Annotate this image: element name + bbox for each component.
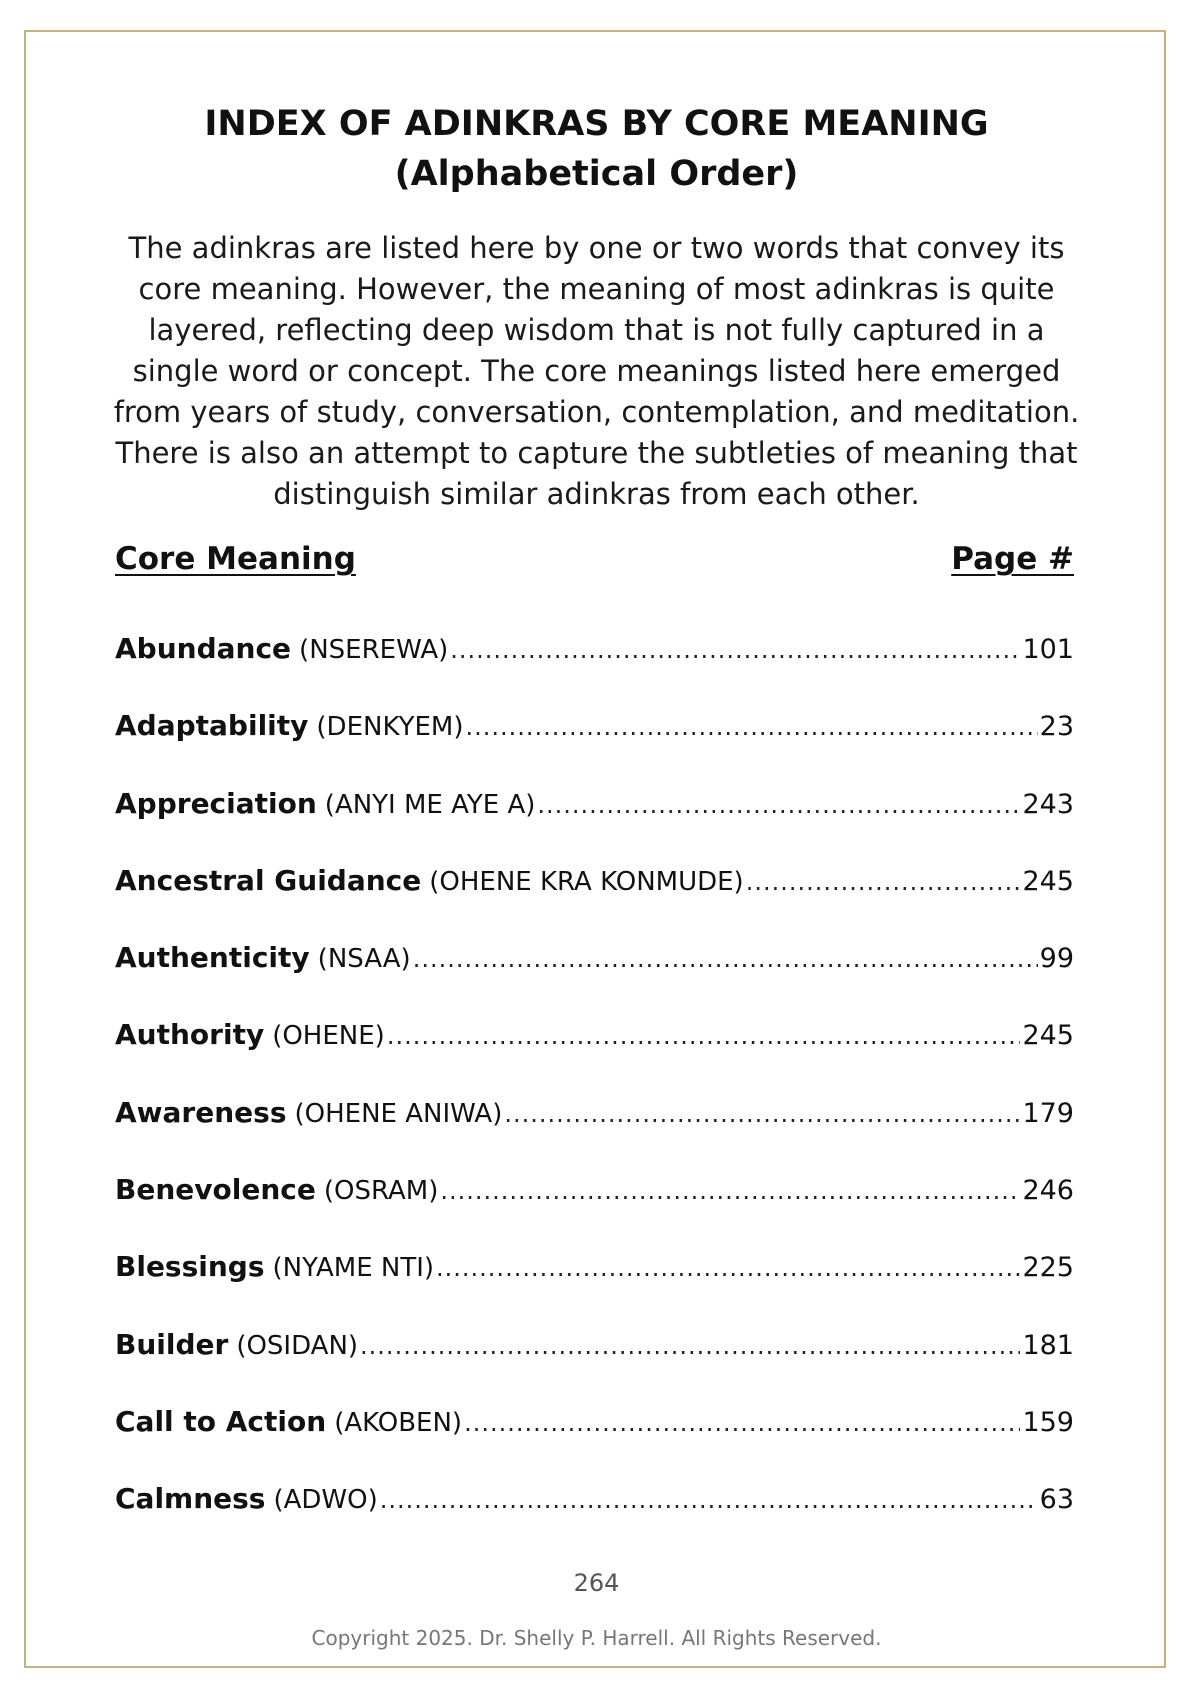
index-entry[interactable] xyxy=(115,941,1074,1018)
dot-leader xyxy=(440,1177,1020,1205)
index-entry[interactable] xyxy=(115,864,1074,941)
dot-leader xyxy=(537,791,1020,819)
entry-adinkra-name: (OHENE ANIWA) xyxy=(294,1098,503,1129)
index-entry[interactable] xyxy=(115,1096,1074,1173)
dot-leader xyxy=(504,1100,1020,1128)
entry-adinkra-name: (NYAME NTI) xyxy=(272,1253,435,1284)
entry-adinkra-name: (OSRAM) xyxy=(323,1176,439,1207)
entry-adinkra-name: (NSEREWA) xyxy=(299,635,449,665)
column-header-core-meaning: Core Meaning xyxy=(115,541,356,577)
entry-page: 99 xyxy=(1039,943,1074,975)
entry-page: 63 xyxy=(1039,1484,1074,1516)
entry-adinkra-name: (OSIDAN) xyxy=(236,1330,359,1361)
dot-leader xyxy=(746,868,1021,896)
index-entry[interactable] xyxy=(115,1328,1074,1405)
entry-term: Adaptability xyxy=(115,709,309,743)
entry-page: 225 xyxy=(1022,1252,1074,1284)
index-entry[interactable] xyxy=(115,1405,1074,1482)
dot-leader xyxy=(380,1486,1038,1514)
entry-term: Blessings xyxy=(115,1250,265,1284)
index-entry[interactable] xyxy=(115,787,1074,864)
entry-term: Abundance xyxy=(115,632,292,665)
index-entry[interactable] xyxy=(115,1018,1074,1095)
intro-paragraph: The adinkras are listed here by one or two words that convey its core meaning. However, the meaning of most adinkras is quite layered, reflecting deep wisdom that is not fully captured in a single word or concept. The core meanings listed here emerged from years of study, conversation, contemplation, and meditation. There is also an attempt to capture the subtleties of meaning that distinguish similar adinkras from each other. xyxy=(113,231,1080,511)
entry-adinkra-name: (OHENE KRA KONMUDE) xyxy=(429,866,744,897)
entry-page: 245 xyxy=(1022,1020,1074,1052)
entry-page: 245 xyxy=(1022,865,1074,897)
entry-page: 243 xyxy=(1022,788,1074,820)
entry-page: 181 xyxy=(1022,1329,1074,1361)
entry-term: Builder xyxy=(115,1327,229,1361)
entry-page: 23 xyxy=(1039,711,1074,743)
entry-page: 159 xyxy=(1022,1406,1074,1438)
entry-page: 101 xyxy=(1022,634,1074,665)
column-header-page-number: Page # xyxy=(951,541,1074,577)
entry-adinkra-name: (NSAA) xyxy=(317,944,411,975)
index-list xyxy=(115,632,1074,1560)
dot-leader xyxy=(450,636,1020,664)
entry-adinkra-name: (ADWO) xyxy=(273,1485,378,1516)
copyright-notice: Copyright 2025. Dr. Shelly P. Harrell. All Rights Reserved. xyxy=(311,1626,882,1650)
entry-adinkra-name: (AKOBEN) xyxy=(334,1407,463,1438)
entry-adinkra-name: (DENKYEM) xyxy=(316,712,464,743)
entry-page: 246 xyxy=(1022,1175,1074,1207)
index-entry[interactable] xyxy=(115,1173,1074,1250)
dot-leader xyxy=(436,1254,1020,1282)
index-entry[interactable] xyxy=(115,1482,1074,1559)
entry-term: Benevolence xyxy=(115,1173,316,1207)
entry-adinkra-name: (ANYI ME AYE A) xyxy=(324,789,536,820)
dot-leader xyxy=(360,1332,1020,1360)
entry-term: Ancestral Guidance xyxy=(115,863,422,897)
entry-term: Authenticity xyxy=(115,941,310,975)
page-subtitle: (Alphabetical Order) xyxy=(394,154,799,194)
page-number: 264 xyxy=(573,1569,620,1597)
entry-term: Authority xyxy=(115,1018,265,1052)
dot-leader xyxy=(387,1022,1021,1050)
page-title: INDEX OF ADINKRAS BY CORE MEANING xyxy=(204,104,989,144)
dot-leader xyxy=(464,1409,1020,1437)
entry-term: Appreciation xyxy=(115,786,317,820)
entry-term: Calmness xyxy=(115,1482,266,1516)
entry-term: Awareness xyxy=(115,1095,287,1129)
dot-leader xyxy=(413,945,1038,973)
entry-term: Call to Action xyxy=(115,1404,327,1438)
entry-page: 179 xyxy=(1022,1097,1074,1129)
dot-leader xyxy=(465,713,1037,741)
index-entry[interactable] xyxy=(115,709,1074,786)
index-entry[interactable] xyxy=(115,632,1074,709)
index-entry[interactable] xyxy=(115,1250,1074,1327)
entry-adinkra-name: (OHENE) xyxy=(272,1021,385,1052)
